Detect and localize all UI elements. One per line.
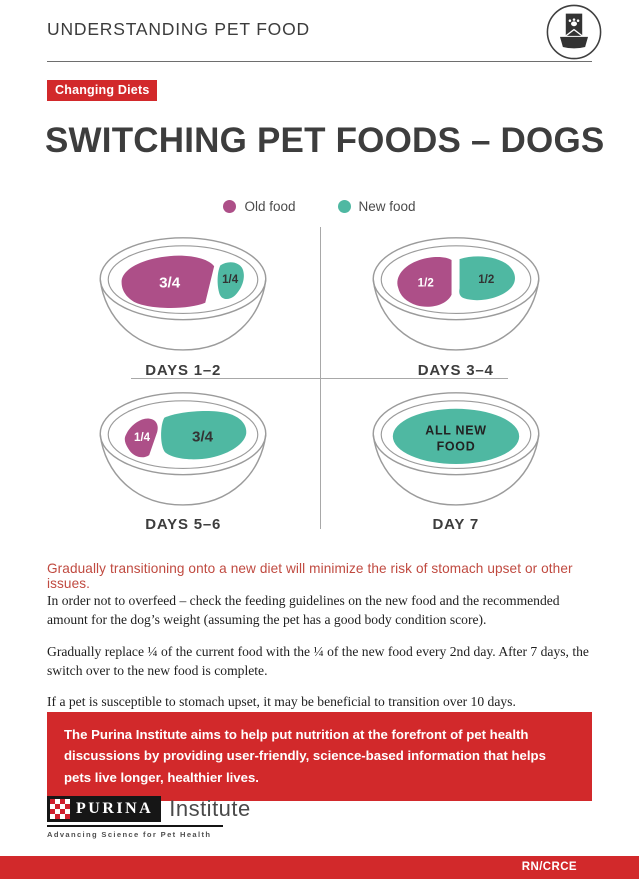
logo-tagline-rule: [47, 825, 223, 839]
brand-name: PURINA: [76, 800, 154, 817]
purina-checkerboard-icon: [50, 799, 70, 819]
bowl-caption: DAYS 3–4: [417, 361, 494, 379]
bowl-caption: DAYS 1–2: [145, 361, 222, 379]
bowl-day-7: [320, 379, 593, 534]
lead-sentence: Gradually transitioning onto a new diet will minimize the risk of stomach upset or other issues.: [47, 561, 573, 591]
bowl-illustration-days-1-2: [94, 228, 272, 362]
bowl-days-5-6: [47, 379, 320, 534]
section-badge: Changing Diets: [47, 80, 157, 101]
legend-item-new-food: [338, 199, 416, 214]
header-divider: [47, 61, 592, 62]
new-food-dot-icon: [338, 200, 351, 213]
grid-horizontal-divider: [131, 378, 508, 379]
bowl-illustration-day-7: [367, 383, 545, 517]
legend: [0, 199, 639, 214]
paragraph: If a pet is susceptible to stomach upset, it may be beneficial to transition over 10 days.: [47, 694, 516, 710]
bowl-caption: DAYS 5–6: [145, 516, 222, 533]
purina-wordmark: [47, 796, 161, 822]
old-fraction-label: 3/4: [159, 274, 181, 292]
purina-institute-callout: The Purina Institute aims to help put nutrition at the forefront of pet health discussions by providing user-friendly, science-based information that helps pets live longer, healthier lives.: [47, 712, 592, 801]
page-title: SWITCHING PET FOODS – DOGS: [45, 121, 605, 160]
new-fraction-label: 3/4: [192, 428, 214, 446]
body-copy: [47, 591, 597, 723]
legend-item-old-food: [223, 199, 295, 214]
document-header-title: UNDERSTANDING PET FOOD: [47, 19, 310, 39]
purina-institute-logo: [47, 796, 251, 839]
all-new-food-label-line2: FOOD: [436, 439, 476, 454]
bowl-illustration-days-3-4: [367, 228, 545, 362]
bowl-caption: DAY 7: [432, 516, 480, 533]
old-fraction-label: 1/4: [134, 431, 151, 444]
bowl-diagram-grid: [47, 224, 592, 532]
bowl-days-1-2: [47, 224, 320, 379]
bowl-days-3-4: [320, 224, 593, 379]
pet-food-bag-and-bowl-icon: [545, 3, 603, 66]
footer-bar: [0, 856, 639, 879]
logo-tagline: Advancing Science for Pet Health: [47, 830, 212, 839]
paragraph: Gradually replace ¼ of the current food with the ¼ of the new food every 2nd day. After 7 days, the switch over to the new food is complete.: [47, 643, 589, 678]
new-fraction-label: 1/4: [222, 274, 239, 287]
brand-suffix: Institute: [169, 796, 251, 821]
legend-new-label: New food: [358, 199, 416, 214]
document-code: RN/CRCE: [521, 861, 577, 873]
all-new-food-label-line1: ALL NEW: [425, 423, 487, 438]
bowl-illustration-days-5-6: [94, 383, 272, 517]
old-fraction-label: 1/2: [417, 277, 434, 290]
new-fraction-label: 1/2: [477, 274, 495, 287]
old-food-dot-icon: [223, 200, 236, 213]
paragraph: In order not to overfeed – check the feeding guidelines on the new food and the recommended amount for the dog’s weight (assuming the pet has a good body condition score).: [47, 593, 560, 628]
legend-old-label: Old food: [244, 199, 296, 214]
